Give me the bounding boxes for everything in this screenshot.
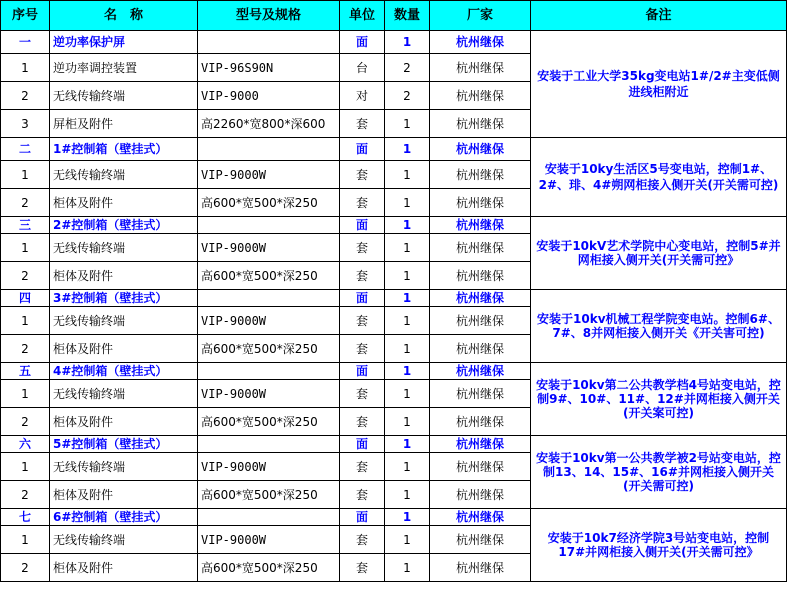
section-spec — [198, 363, 340, 380]
section-note: 安装于10kv第一公共教学被2号站变电站，控制13、14、15#、16#并网柜接入侧开关(开关需可控) — [531, 436, 787, 509]
section-name: 5#控制箱（壁挂式） — [50, 436, 198, 453]
item-maker: 杭州继保 — [430, 110, 531, 138]
item-spec: 高600*宽500*深250 — [198, 408, 340, 436]
item-num: 1 — [1, 526, 50, 554]
item-name: 无线传输终端 — [50, 307, 198, 335]
item-maker: 杭州继保 — [430, 82, 531, 110]
section-spec — [198, 31, 340, 54]
item-num: 1 — [1, 380, 50, 408]
item-spec: VIP-9000W — [198, 161, 340, 189]
section-qty: 1 — [385, 31, 430, 54]
item-spec: VIP-96S90N — [198, 54, 340, 82]
section-name: 逆功率保护屏 — [50, 31, 198, 54]
item-unit: 套 — [340, 408, 385, 436]
item-name: 柜体及附件 — [50, 481, 198, 509]
item-name: 无线传输终端 — [50, 380, 198, 408]
item-qty: 1 — [385, 526, 430, 554]
header-unit: 单位 — [340, 1, 385, 31]
header-note: 备注 — [531, 1, 787, 31]
header-row — [1, 1, 787, 31]
item-maker: 杭州继保 — [430, 161, 531, 189]
item-name: 无线传输终端 — [50, 453, 198, 481]
item-name: 无线传输终端 — [50, 161, 198, 189]
item-spec: 高2260*宽800*深600 — [198, 110, 340, 138]
item-unit: 套 — [340, 262, 385, 290]
section-num: 五 — [1, 363, 50, 380]
item-unit: 对 — [340, 82, 385, 110]
section-row — [1, 31, 787, 54]
item-qty: 1 — [385, 554, 430, 582]
item-qty: 1 — [385, 408, 430, 436]
item-unit: 套 — [340, 554, 385, 582]
section-row — [1, 217, 787, 234]
section-unit: 面 — [340, 31, 385, 54]
section-note: 安装于10kv第二公共教学档4号站变电站，控制9#、10#、11#、12#并网柜接入侧开关(开关案可控) — [531, 363, 787, 436]
item-name: 柜体及附件 — [50, 189, 198, 217]
item-name: 无线传输终端 — [50, 526, 198, 554]
item-maker: 杭州继保 — [430, 481, 531, 509]
item-num: 3 — [1, 110, 50, 138]
item-unit: 套 — [340, 481, 385, 509]
item-maker: 杭州继保 — [430, 408, 531, 436]
section-spec — [198, 217, 340, 234]
item-spec: VIP-9000W — [198, 307, 340, 335]
item-num: 1 — [1, 54, 50, 82]
section-maker: 杭州继保 — [430, 290, 531, 307]
section-qty: 1 — [385, 217, 430, 234]
section-note: 安装于工业大学35kg变电站1#/2#主变低侧进线柜附近 — [531, 31, 787, 138]
section-qty: 1 — [385, 509, 430, 526]
section-maker: 杭州继保 — [430, 363, 531, 380]
section-num: 六 — [1, 436, 50, 453]
section-note: 安装于10kV艺术学院中心变电站，控制5#并网柜接入侧开关(开关需可控》 — [531, 217, 787, 290]
header-seq: 序号 — [1, 1, 50, 31]
item-unit: 套 — [340, 526, 385, 554]
item-unit: 套 — [340, 189, 385, 217]
item-name: 逆功率调控装置 — [50, 54, 198, 82]
section-qty: 1 — [385, 363, 430, 380]
item-maker: 杭州继保 — [430, 234, 531, 262]
item-qty: 2 — [385, 82, 430, 110]
section-maker: 杭州继保 — [430, 217, 531, 234]
item-spec: 高600*宽500*深250 — [198, 189, 340, 217]
section-unit: 面 — [340, 138, 385, 161]
section-qty: 1 — [385, 436, 430, 453]
item-qty: 1 — [385, 189, 430, 217]
item-num: 2 — [1, 481, 50, 509]
item-spec: VIP-9000 — [198, 82, 340, 110]
section-name: 2#控制箱（壁挂式） — [50, 217, 198, 234]
item-num: 2 — [1, 262, 50, 290]
section-num: 一 — [1, 31, 50, 54]
item-num: 2 — [1, 189, 50, 217]
item-spec: VIP-9000W — [198, 526, 340, 554]
section-name: 6#控制箱（壁挂式） — [50, 509, 198, 526]
item-unit: 台 — [340, 54, 385, 82]
item-qty: 1 — [385, 481, 430, 509]
item-maker: 杭州继保 — [430, 307, 531, 335]
item-qty: 1 — [385, 453, 430, 481]
header-qty: 数量 — [385, 1, 430, 31]
section-unit: 面 — [340, 436, 385, 453]
item-spec: 高600*宽500*深250 — [198, 335, 340, 363]
section-num: 四 — [1, 290, 50, 307]
section-qty: 1 — [385, 290, 430, 307]
item-name: 柜体及附件 — [50, 554, 198, 582]
section-note: 安装于10k7经济学院3号站变电站，控制17#并网柜接入侧开关(开关需可控》 — [531, 509, 787, 582]
item-qty: 1 — [385, 335, 430, 363]
item-spec: VIP-9000W — [198, 380, 340, 408]
item-unit: 套 — [340, 380, 385, 408]
section-spec — [198, 436, 340, 453]
section-note: 安装于10ky生活区5号变电站，控制1#、2#、琲、4#朔网柜接入侧开关(开关需可控) — [531, 138, 787, 217]
item-spec: VIP-9000W — [198, 453, 340, 481]
section-row — [1, 138, 787, 161]
item-unit: 套 — [340, 453, 385, 481]
section-spec — [198, 290, 340, 307]
item-name: 无线传输终端 — [50, 234, 198, 262]
item-qty: 1 — [385, 161, 430, 189]
item-qty: 1 — [385, 262, 430, 290]
item-unit: 套 — [340, 234, 385, 262]
header-maker: 厂家 — [430, 1, 531, 31]
item-qty: 1 — [385, 380, 430, 408]
item-maker: 杭州继保 — [430, 526, 531, 554]
item-spec: 高600*宽500*深250 — [198, 481, 340, 509]
section-name: 4#控制箱（壁挂式） — [50, 363, 198, 380]
section-name: 1#控制箱（壁挂式） — [50, 138, 198, 161]
item-num: 1 — [1, 161, 50, 189]
section-unit: 面 — [340, 217, 385, 234]
section-maker: 杭州继保 — [430, 31, 531, 54]
item-num: 2 — [1, 408, 50, 436]
section-row — [1, 436, 787, 453]
item-num: 1 — [1, 307, 50, 335]
section-unit: 面 — [340, 363, 385, 380]
item-unit: 套 — [340, 110, 385, 138]
item-spec: VIP-9000W — [198, 234, 340, 262]
item-qty: 1 — [385, 234, 430, 262]
section-note: 安装于10kv机械工程学院变电站。控制6#、7#、8并网柜接入侧开关《开关害可控) — [531, 290, 787, 363]
header-spec: 型号及规格 — [198, 1, 340, 31]
section-qty: 1 — [385, 138, 430, 161]
item-maker: 杭州继保 — [430, 453, 531, 481]
item-maker: 杭州继保 — [430, 262, 531, 290]
item-unit: 套 — [340, 307, 385, 335]
item-name: 柜体及附件 — [50, 262, 198, 290]
item-maker: 杭州继保 — [430, 54, 531, 82]
section-unit: 面 — [340, 509, 385, 526]
item-spec: 高600*宽500*深250 — [198, 262, 340, 290]
item-name: 无线传输终端 — [50, 82, 198, 110]
item-maker: 杭州继保 — [430, 554, 531, 582]
item-num: 2 — [1, 554, 50, 582]
item-name: 屏柜及附件 — [50, 110, 198, 138]
section-maker: 杭州继保 — [430, 509, 531, 526]
section-name: 3#控制箱（壁挂式） — [50, 290, 198, 307]
item-spec: 高600*宽500*深250 — [198, 554, 340, 582]
item-num: 2 — [1, 82, 50, 110]
item-num: 1 — [1, 453, 50, 481]
item-maker: 杭州继保 — [430, 335, 531, 363]
item-qty: 2 — [385, 54, 430, 82]
item-maker: 杭州继保 — [430, 380, 531, 408]
section-maker: 杭州继保 — [430, 436, 531, 453]
item-num: 1 — [1, 234, 50, 262]
section-row — [1, 290, 787, 307]
item-maker: 杭州继保 — [430, 189, 531, 217]
section-unit: 面 — [340, 290, 385, 307]
item-unit: 套 — [340, 161, 385, 189]
section-maker: 杭州继保 — [430, 138, 531, 161]
header-name: 名 称 — [50, 1, 198, 31]
section-num: 七 — [1, 509, 50, 526]
section-row — [1, 363, 787, 380]
item-num: 2 — [1, 335, 50, 363]
item-qty: 1 — [385, 307, 430, 335]
item-name: 柜体及附件 — [50, 335, 198, 363]
section-num: 二 — [1, 138, 50, 161]
section-num: 三 — [1, 217, 50, 234]
section-row — [1, 509, 787, 526]
section-spec — [198, 138, 340, 161]
item-qty: 1 — [385, 110, 430, 138]
section-spec — [198, 509, 340, 526]
item-unit: 套 — [340, 335, 385, 363]
item-name: 柜体及附件 — [50, 408, 198, 436]
